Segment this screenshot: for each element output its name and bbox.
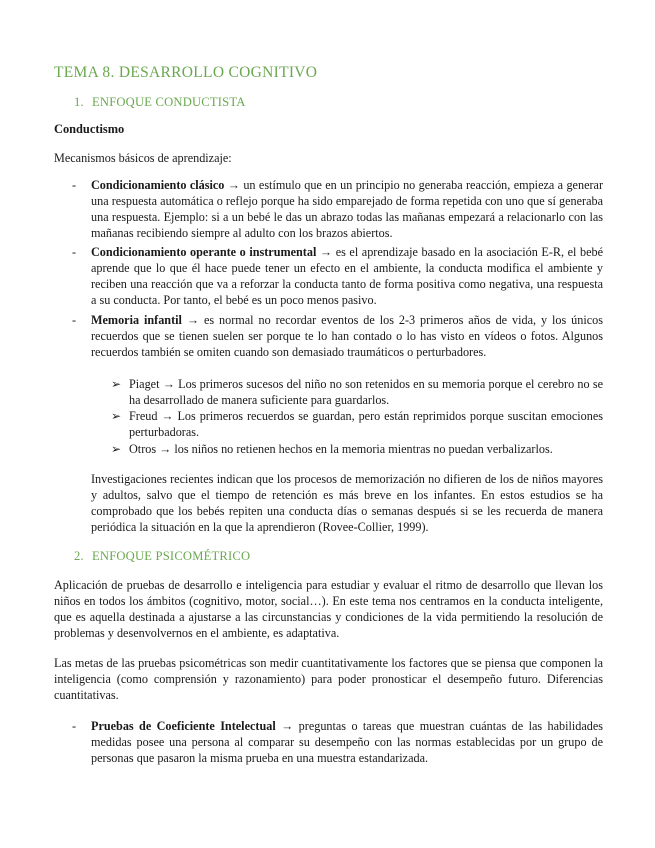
subheading-conductismo: Conductismo [54,122,125,136]
dash-bullet: - [72,178,77,192]
definition: → preguntas o tareas que muestran cuántas de las habilidades medidas posee una persona al comparar su desempeño con las normas establecidas por un grupo de personas que pasaron la misma prueba en una muestra estandarizada. [91,719,603,765]
section-1-title: ENFOQUE CONDUCTISTA [92,95,246,109]
psychometric-paragraph-1: Aplicación de pruebas de desarrollo e inteligencia para estudiar y evaluar el ritmo de desarrollo que llevan los niños en todos los ámbitos (cognitivo, motor, social…). En este tema nos centramos en la conducta inteligente, que es aquella destinada a ajustarse a las circunstancias y condiciones de la vida permitiendo la resolución de problemas y desenvolvernos en el ambiente, es adaptativa. [54,578,603,640]
subitem-text: Otros → los niños no retienen hechos en la memoria mientras no puedan verbalizarlos. [129,442,553,456]
definition: → un estímulo que en un principio no generaba reacción, empieza a generar una respuesta automática o reflejo porque ha sido emparejado de forma repetida con uno que sí generaba una respuesta. Ejemplo: si a un bebé le das un abrazo todas las mañanas empezará a relacionarlo con las mañanas recibiendo siempre al adulto con los brazos abiertos. [91,178,604,240]
subitem-text: Freud → Los primeros recuerdos se guardan, pero están reprimidos porque suscitan emociones perturbadoras. [129,409,603,439]
term: Memoria infantil [91,313,182,327]
section-1-number: 1. [74,95,84,109]
section-1-heading [74,95,246,110]
arrow-bullet-icon: ➢ [111,409,122,423]
term: Condicionamiento clásico [91,178,225,192]
definition: → es el aprendizaje basado en la asociación E-R, el bebé aprende que lo que él hace puede tener un efecto en el ambiente, la conducta modifica el ambiente y reciben una reacción que va a reforzar la conducta tanto de forma positiva como negativa, una respuesta a su conducta. Por tanto, el bebé es un poco menos pasivo. [91,245,603,307]
dash-bullet: - [72,719,77,733]
research-paragraph: Investigaciones recientes indican que los procesos de memorización no difieren de los de niños mayores y adultos, salvo que el tiempo de retención es más breve en los infantes. En estos estudios se ha comprobado que los bebés repiten una conducta días o semanas después si se les recuerda de manera periódica la situación en la que la aprendieron (Rovee-Collier, 1999). [91,472,603,534]
arrow-bullet-icon: ➢ [111,442,122,456]
arrow-bullet-icon: ➢ [111,377,122,391]
dash-bullet: - [72,245,77,259]
term: Condicionamiento operante o instrumental [91,245,317,259]
section-2-number: 2. [74,549,84,563]
dash-bullet: - [72,313,77,327]
section-2-heading [74,549,250,564]
intro-text: Mecanismos básicos de aprendizaje: [54,151,232,165]
document-title: TEMA 8. DESARROLLO COGNITIVO [54,64,318,81]
definition: → es normal no recordar eventos de los 2-3 primeros años de vida, y los únicos recuerdos que se tienen suelen ser porque te lo han contado o lo has visto en vídeos o fotos. Algunos recuerdos también se omiten cuando son demasiado traumáticos o perturbadores. [91,313,603,359]
term: Pruebas de Coeficiente Intelectual [91,719,276,733]
subitem-text: Piaget → Los primeros sucesos del niño no son retenidos en su memoria porque el cerebro no se ha desarrollado de manera suficiente para guardarlos. [129,377,603,407]
section-2-title: ENFOQUE PSICOMÉTRICO [92,549,251,563]
psychometric-paragraph-2: Las metas de las pruebas psicométricas son medir cuantitativamente los factores que se piensa que componen la inteligencia (como comprensión y razonamiento) para poder pronosticar el desempeño futuro. Diferencias cuantitativas. [54,656,603,702]
